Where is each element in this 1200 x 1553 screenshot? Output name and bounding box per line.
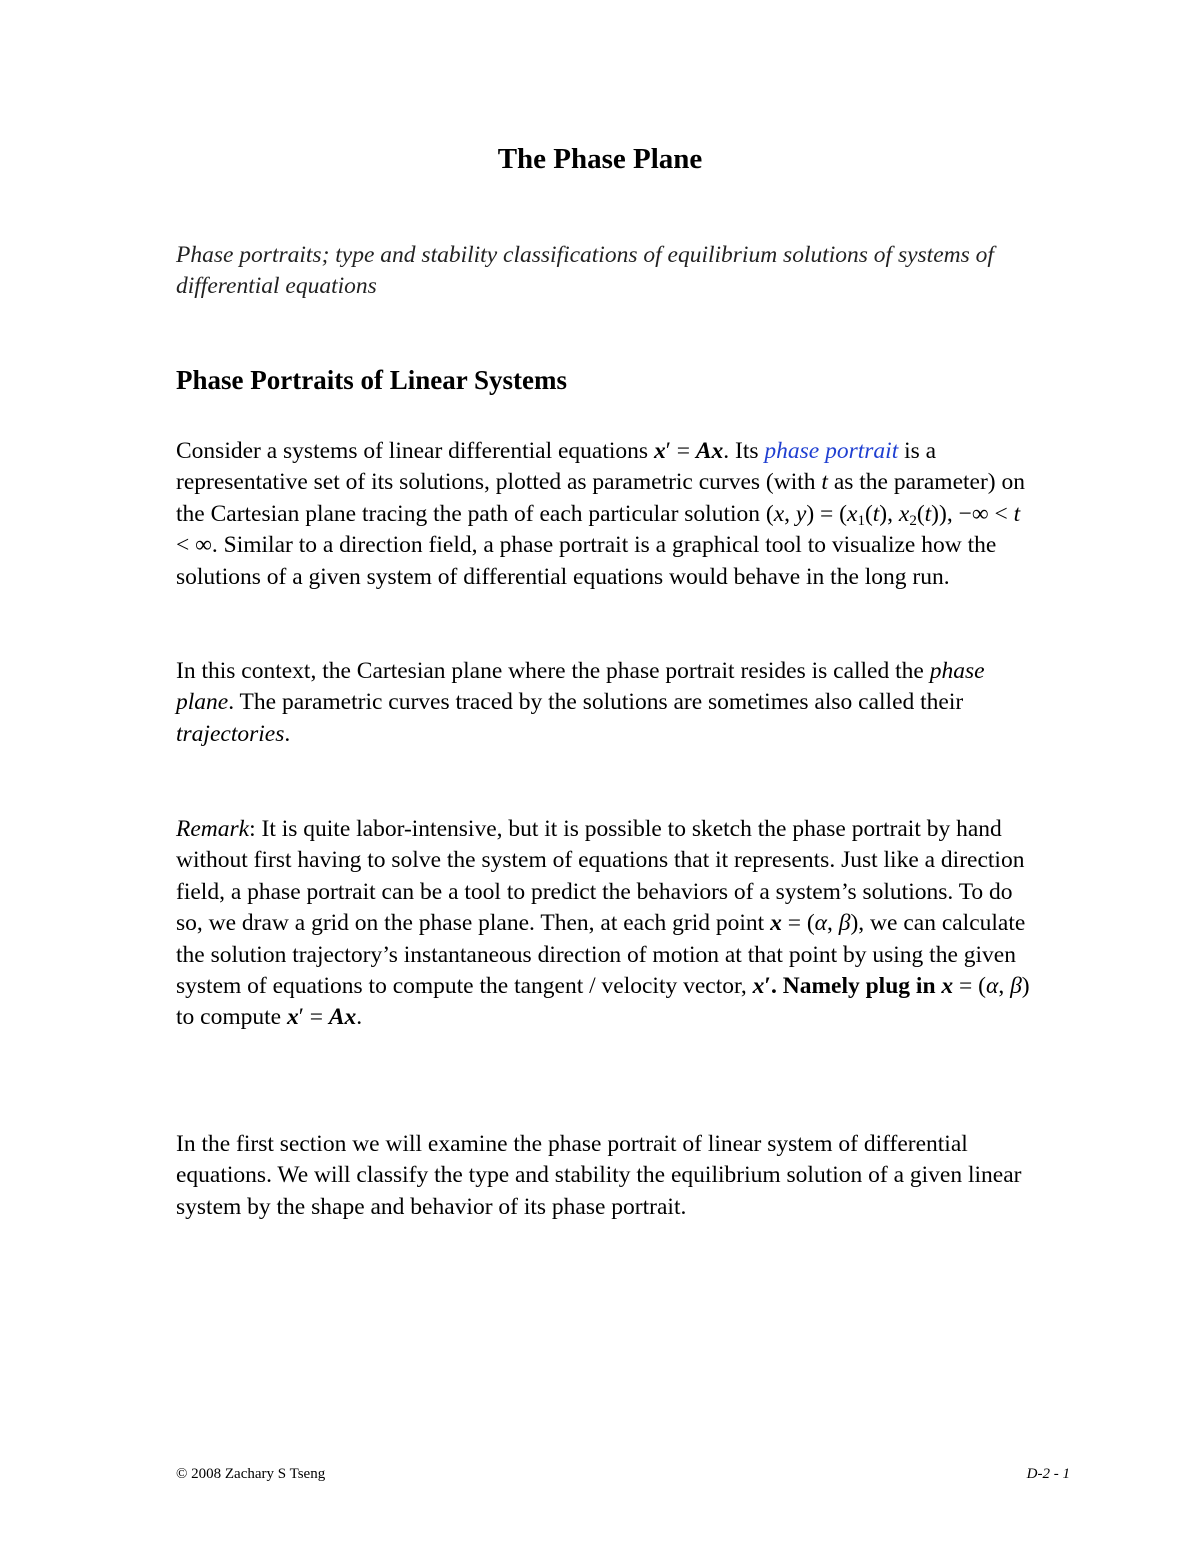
paragraph-phase-portrait-definition: Consider a systems of linear differential equations x′ = Ax. Its phase portrait is a representative set of its solutions, plotted as parametric curves (with t as the parameter) on the Cartesian plane tracing the path of each particular solution (x, $y) = (x_1(t)$, $x_2(t)$), −∞ < t < ∞. Similar to a direction field, a phase portrait is a graphical tool to visualize how the solutions of a given system of differential equations would behave in the long run. (176, 438, 1025, 590)
paragraph-phase-plane: In this context, the Cartesian plane where the phase portrait resides is called the phase plane. The parametric curves traced by the solutions are sometimes also called their trajectories. (176, 658, 985, 747)
term-phase-portrait: phase portrait (764, 438, 899, 464)
section-heading: Phase Portraits of Linear Systems (176, 365, 567, 395)
page-title: The Phase Plane (497, 143, 703, 175)
paragraph-section-overview: In the first section we will examine the phase portrait of linear system of differential equations. We will classify the type and stability the equilibrium solution of a given linear system by the shape and behavior of its phase portrait. (176, 1131, 1022, 1220)
footer-copyright: © 2008 Zachary S Tseng (176, 1466, 326, 1482)
footer-page-number: D-2 - 1 (1026, 1466, 1070, 1482)
remark-label: Remark (176, 816, 250, 842)
paragraph-remark: Remark: It is quite labor-intensive, but it is possible to sketch the phase portrait by hand without first having to solve the system of equations that it represents. Just like a direction field, a phase portrait can be a tool to predict the behaviors of a system’s solutions. To do so, we draw a grid on the phase plane. Then, at each grid point x = (α, β), we can calculate the solution trajectory’s instantaneous direction of motion at that point by using the given system of equations to compute the tangent / velocity vector, x′. Namely plug in x = (α, β) to compute x′ = Ax. (176, 816, 1030, 1031)
page-subtitle: Phase portraits; type and stability classifications of equilibrium solutions of systems of differential equations (176, 242, 994, 299)
term-phase-plane: phase plane (176, 658, 985, 716)
term-trajectories: trajectories (176, 720, 285, 747)
